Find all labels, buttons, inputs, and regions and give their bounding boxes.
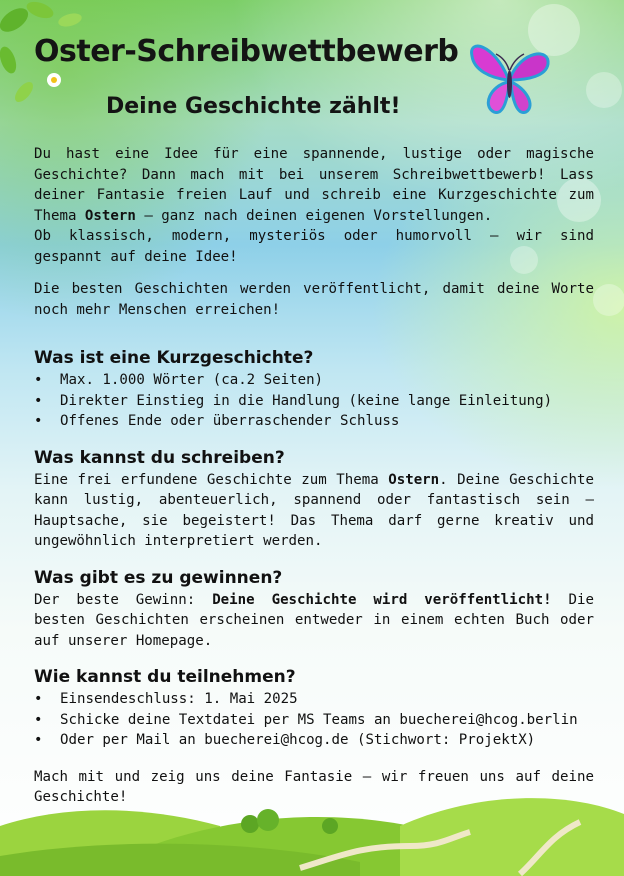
list-item: • Schicke deine Textdatei per MS Teams an buecherei@hcog.berlin (34, 710, 594, 731)
main-content (34, 144, 594, 808)
intro-paragraph-2: Die besten Geschichten werden veröffentlicht, damit deine Worte noch mehr Menschen erreichen! (34, 281, 594, 318)
list-item: • Direkter Einstieg in die Handlung (keine lange Einleitung) (34, 391, 594, 412)
list-item: • Max. 1.000 Wörter (ca.2 Seiten) (34, 370, 594, 391)
list-item: • Oder per Mail an buecherei@hcog.de (Stichwort: ProjektX) (34, 730, 594, 751)
section-heading-gewinnen: Was gibt es zu gewinnen? (34, 567, 283, 588)
intro-paragraph: Du hast eine Idee für eine spannende, lustige oder magische Geschichte? Dann mach mit bei unserem Schreibwettbewerb! Lass deiner Fantasie freien Lauf und schreib eine Kurzgeschichte zum Thema Ostern – ganz nach deinen eigenen Vorstellungen. Ob klassisch, modern, mysteriös oder humorvoll – wir sind gespannt auf deine Idee! (34, 146, 594, 265)
schreiben-paragraph: Eine frei erfundene Geschichte zum Thema Ostern. Deine Geschichte kann lustig, abenteuerlich, spannend oder fantastisch sein – Hauptsache, sie begeistert! Das Thema darf gerne kreativ und ungewöhnlich interpretiert werden. (34, 471, 594, 549)
teilnehmen-list (34, 689, 594, 751)
gewinnen-paragraph: Der beste Gewinn: Deine Geschichte wird veröffentlicht! Die besten Geschichten erscheinen entweder in einem echten Buch oder auf unserer Homepage. (34, 591, 594, 649)
section-heading-schreiben: Was kannst du schreiben? (34, 447, 285, 468)
daisy-icon (47, 73, 61, 87)
hills-decoration (0, 786, 624, 876)
page-subtitle: Deine Geschichte zählt! (106, 94, 401, 119)
butterfly-icon (464, 34, 556, 120)
kurzgeschichte-list (34, 370, 594, 432)
list-item: • Einsendeschluss: 1. Mai 2025 (34, 689, 594, 710)
section-heading-teilnehmen: Wie kannst du teilnehmen? (34, 667, 296, 687)
section-heading-kurzgeschichte: Was ist eine Kurzgeschichte? (34, 348, 314, 368)
page-title: Oster-Schreibwettbewerb (34, 34, 459, 69)
list-item: • Offenes Ende oder überraschender Schluss (34, 411, 594, 432)
closing-paragraph: Mach mit und zeig uns deine Fantasie – wir freuen uns auf deine Geschichte! (34, 768, 594, 805)
